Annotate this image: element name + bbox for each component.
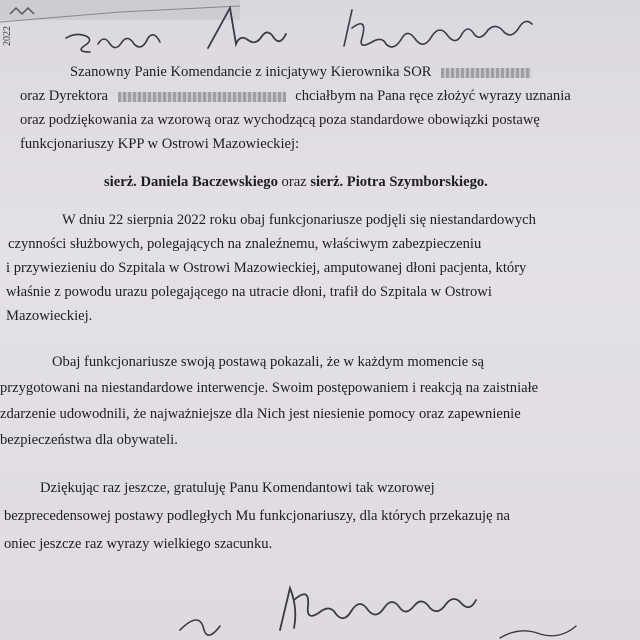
- redaction: [118, 92, 286, 102]
- para2-line4: właśnie z powodu urazu polegającego na utracie dłoni, trafił do Szpitala w Ostrowi: [6, 284, 492, 300]
- officer-names: sierż. Daniela Baczewskiego oraz sierż. Piotra Szymborskiego.: [104, 174, 488, 190]
- para1-line4: funkcjonariuszy KPP w Ostrowi Mazowieckiej:: [20, 136, 300, 152]
- para4-line1: Dziękując raz jeszcze, gratuluję Panu Komendantowi tak wzorowej: [40, 480, 435, 496]
- handwritten-signature: [170, 560, 640, 640]
- para2-line3: i przywiezieniu do Szpitala w Ostrowi Mazowieckiej, amputowanej dłoni pacjenta, który: [6, 260, 527, 276]
- para3-line3: zdarzenie udowodnili, że najważniejsze dla Nich jest niesienie pomocy oraz zapewnienie: [0, 406, 521, 422]
- para3-line4: bezpieczeństwa dla obywateli.: [0, 432, 178, 448]
- para1-line3: oraz podziękowania za wzorową oraz wychodzącą poza standardowe obowiązki postawę: [20, 112, 540, 128]
- para4-line2: bezprecedensowej postawy podległych Mu funkcjonariuszy, dla których przekazuję na: [4, 508, 510, 524]
- redaction: [441, 68, 531, 78]
- margin-note: 2022: [2, 26, 13, 46]
- para4-line3: oniec jeszcze raz wyrazy wielkiego szacunku.: [4, 536, 273, 552]
- para3-line1: Obaj funkcjonariusze swoją postawą pokazali, że w każdym momencie są: [52, 354, 484, 370]
- para1-line2: oraz Dyrektora chciałbym na Pana ręce złożyć wyrazy uznania: [20, 88, 571, 104]
- para3-line2: przygotowani na niestandardowe interwencje. Swoim postępowaniem i reakcją na zaistniałe: [0, 380, 539, 396]
- para2-line1: W dniu 22 sierpnia 2022 roku obaj funkcjonariusze podjęli się niestandardowych: [62, 212, 536, 228]
- para1-line1: Szanowny Panie Komendancie z inicjatywy Kierownika SOR: [70, 60, 531, 84]
- para2-line5: Mazowieckiej.: [6, 308, 93, 324]
- para2-line2: czynności służbowych, polegających na znaleźnemu, właściwym zabezpieczeniu: [8, 236, 482, 252]
